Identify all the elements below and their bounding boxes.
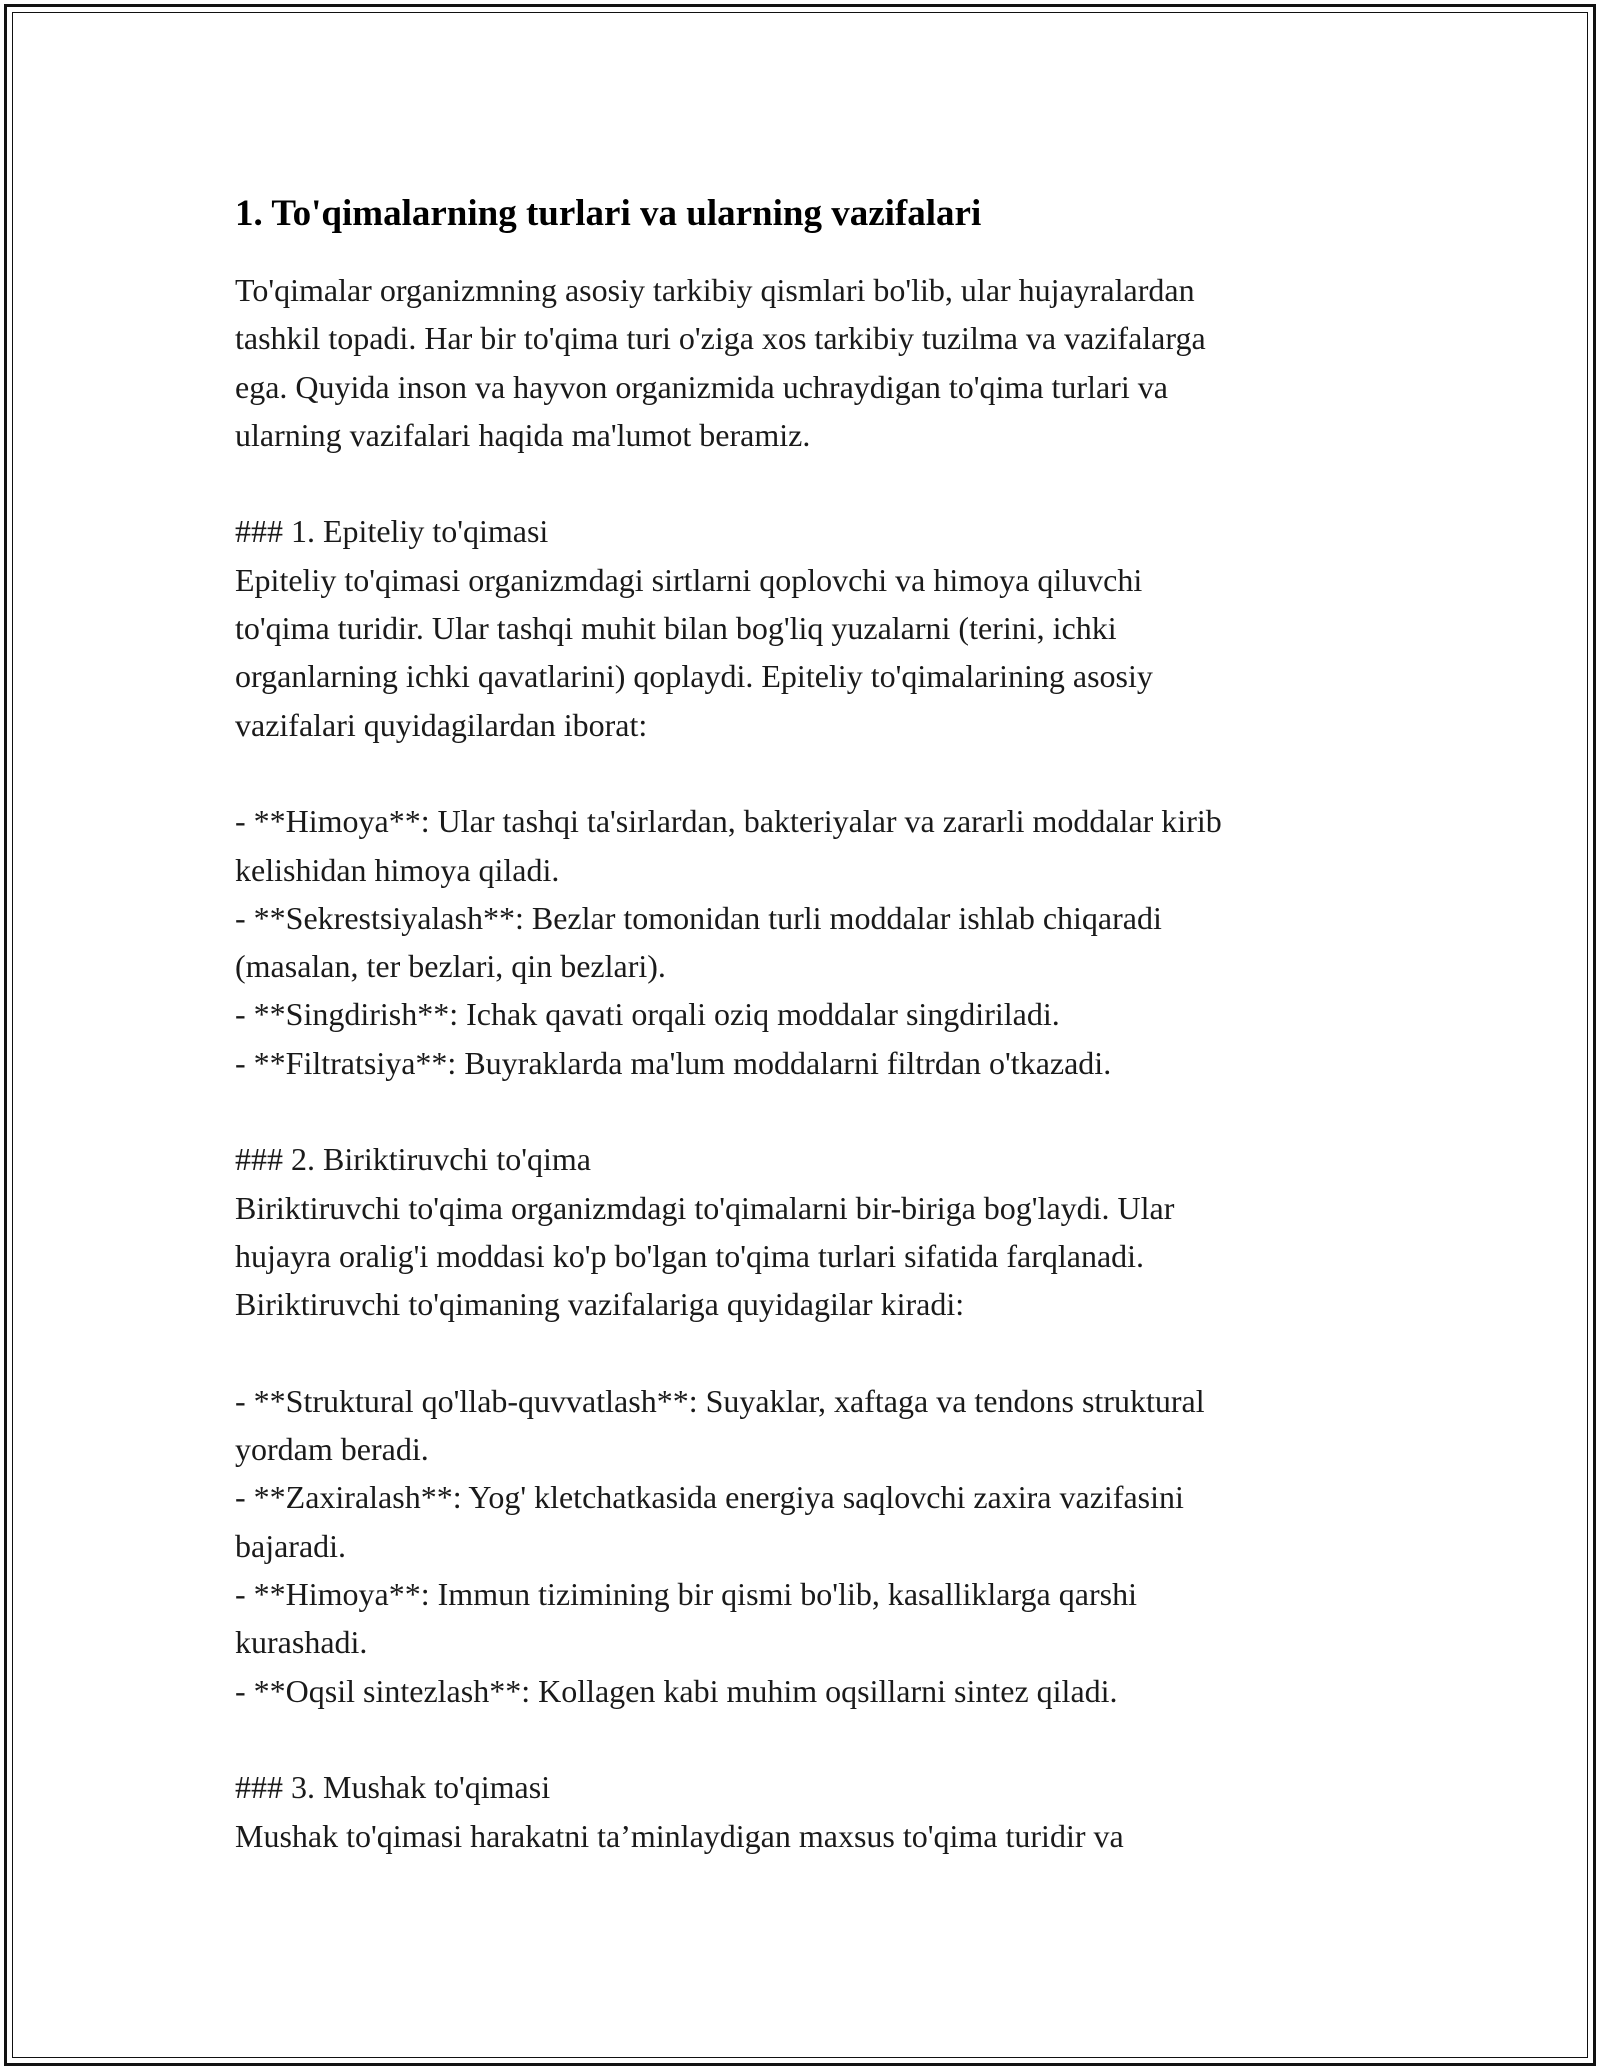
text-line: Mushak to'qimasi harakatni ta’minlaydigan maxsus to'qima turidir va xyxy=(235,1817,1124,1854)
text-line: - **Himoya**: Immun tizimining bir qismi bo'lib, kasalliklarga qarshi xyxy=(235,1576,1137,1613)
text-line: bajaradi. xyxy=(235,1527,347,1564)
text-line: ularning vazifalari haqida ma'lumot beramiz. xyxy=(235,416,811,453)
text-line: vazifalari quyidagilardan iborat: xyxy=(235,706,648,743)
text-line: - **Singdirish**: Ichak qavati orqali oziq moddalar singdiriladi. xyxy=(235,996,1060,1033)
document-title: 1. To'qimalarning turlari va ularning vazifalari xyxy=(235,193,982,234)
text-line: Epiteliy to'qimasi organizmdagi sirtlarni qoplovchi va himoya qiluvchi xyxy=(235,561,1143,598)
text-line: kelishidan himoya qiladi. xyxy=(235,851,560,888)
text-line: ### 2. Biriktiruvchi to'qima xyxy=(235,1141,591,1178)
text-line: ### 1. Epiteliy to'qimasi xyxy=(235,513,549,550)
blank-line xyxy=(235,1329,1395,1377)
text-line: ega. Quyida inson va hayvon organizmida uchraydigan to'qima turlari va xyxy=(235,368,1168,405)
text-line: - **Filtratsiya**: Buyraklarda ma'lum moddalarni filtrdan o'tkazadi. xyxy=(235,1044,1112,1081)
blank-line xyxy=(235,459,1395,507)
text-line: tashkil topadi. Har bir to'qima turi o'ziga xos tarkibiy tuzilma va vazifalarga xyxy=(235,320,1206,357)
blank-line xyxy=(235,1087,1395,1135)
text-line: - **Sekrestsiyalash**: Bezlar tomonidan turli moddalar ishlab chiqaradi xyxy=(235,899,1162,936)
text-line: To'qimalar organizmning asosiy tarkibiy qismlari bo'lib, ular hujayralardan xyxy=(235,272,1195,308)
text-line: kurashadi. xyxy=(235,1624,368,1661)
text-line: - **Zaxiralash**: Yog' kletchatkasida energiya saqlovchi zaxira vazifasini xyxy=(235,1479,1184,1516)
text-line: Biriktiruvchi to'qimaning vazifalariga quyidagilar kiradi: xyxy=(235,1286,965,1323)
text-line: yordam beradi. xyxy=(235,1431,429,1468)
text-line: - **Oqsil sintezlash**: Kollagen kabi muhim oqsillarni sintez qiladi. xyxy=(235,1672,1118,1709)
text-line: to'qima turidir. Ular tashqi muhit bilan bog'liq yuzalarni (terini, ichki xyxy=(235,610,1117,647)
text-line: hujayra oralig'i moddasi ko'p bo'lgan to'qima turlari sifatida farqlanadi. xyxy=(235,1237,1145,1274)
text-line: - **Struktural qo'llab-quvvatlash**: Suyaklar, xaftaga va tendons struktural xyxy=(235,1382,1205,1419)
text-line: ### 3. Mushak to'qimasi xyxy=(235,1769,551,1806)
text-line: Biriktiruvchi to'qima organizmdagi to'qimalarni bir-biriga bog'laydi. Ular xyxy=(235,1189,1175,1226)
body-text xyxy=(235,266,1395,1860)
blank-line xyxy=(235,1715,1395,1763)
text-line: (masalan, ter bezlari, qin bezlari). xyxy=(235,948,666,985)
text-line: - **Himoya**: Ular tashqi ta'sirlardan, bakteriyalar va zararli moddalar kirib xyxy=(235,803,1222,840)
blank-line xyxy=(235,749,1395,797)
text-line: organlarning ichki qavatlarini) qoplaydi. Epiteliy to'qimalarining asosiy xyxy=(235,658,1153,695)
document-body xyxy=(235,188,1395,1860)
